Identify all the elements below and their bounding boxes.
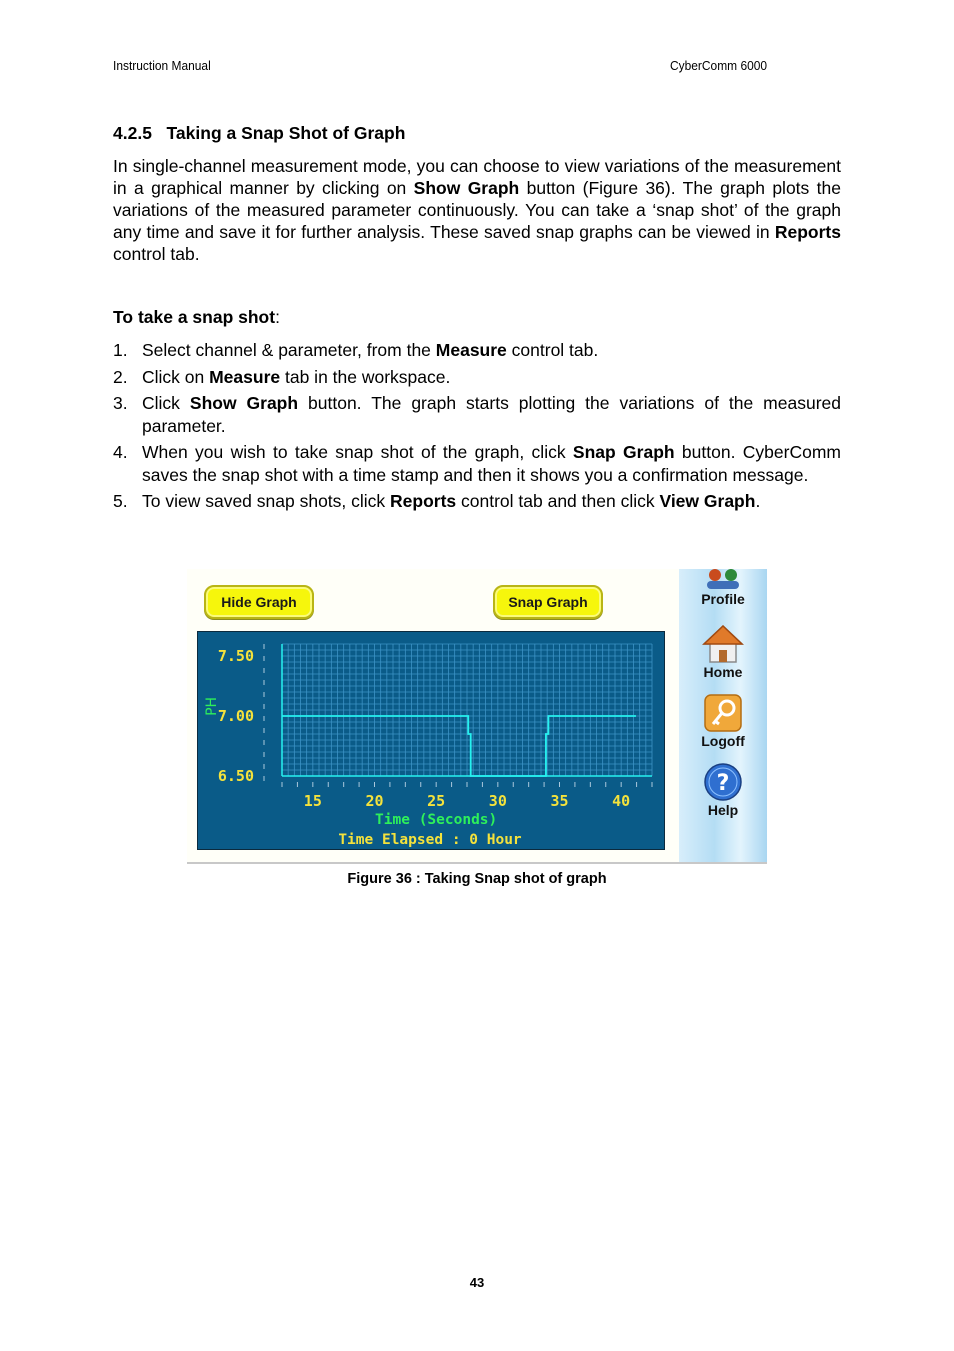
y-axis-label: PH: [204, 696, 220, 716]
sidebar-label-logoff: Logoff: [701, 733, 745, 749]
figure-screenshot: [187, 569, 767, 864]
header-right: CyberComm 6000: [670, 58, 768, 73]
page-number: 43: [469, 1275, 485, 1290]
sidebar-item-help[interactable]: [679, 762, 767, 818]
snap-graph-button[interactable]: Snap Graph: [493, 585, 603, 619]
step-number: 4.: [113, 442, 128, 462]
step-text: When you wish to take snap shot of the graph, click Snap Graph button. CyberComm saves the snap shot with a time stamp and then it shows you a confirmation message.: [142, 442, 841, 485]
hide-graph-button[interactable]: Hide Graph: [204, 585, 314, 619]
steps-list: [113, 339, 841, 517]
key-icon: [703, 693, 743, 733]
step-number: 5.: [113, 491, 128, 511]
section-title-text: Taking a Snap Shot of Graph: [166, 123, 406, 143]
section-number: 4.2.5: [113, 123, 152, 143]
sidebar-item-home[interactable]: [679, 624, 767, 680]
step-text: Select channel & parameter, from the Measure control tab.: [142, 340, 599, 360]
intro-paragraph: In single-channel measurement mode, you can choose to view variations of the measurement in a graphical manner by clicking on Show Graph button (Figure 36). The graph plots the variations of the measured parameter continuously. You can take a ‘snap shot’ of the graph any time and save it for further analysis. These saved snap graphs can be viewed in Reports control tab.: [113, 156, 841, 264]
step-text: Click on Measure tab in the workspace.: [142, 366, 451, 387]
step-item: [113, 339, 841, 362]
y-tick-label: 7.50: [217, 647, 254, 665]
step-item: [113, 490, 841, 513]
sidebar-label-help: Help: [707, 802, 739, 818]
step-item: [113, 366, 841, 389]
profile-icon: [703, 569, 743, 591]
x-tick-label: 25: [427, 792, 446, 810]
step-text: To view saved snap shots, click Reports control tab and then click View Graph.: [142, 491, 761, 511]
section-title: [113, 123, 405, 144]
sidebar-label-profile: Profile: [701, 591, 745, 607]
sidebar-item-logoff[interactable]: [679, 693, 767, 749]
figure-caption: Figure 36 : Taking Snap shot of graph: [347, 871, 607, 887]
x-tick-label: 40: [612, 792, 631, 810]
header-left: Instruction Manual: [113, 58, 211, 73]
step-number: 3.: [113, 393, 128, 413]
x-tick-label: 15: [303, 792, 322, 810]
ph-graph: [197, 631, 665, 850]
x-tick-label: 20: [365, 792, 384, 810]
step-number: 1.: [113, 340, 128, 360]
subheading: [113, 307, 280, 328]
step-item: [113, 441, 841, 486]
time-elapsed-label: Time Elapsed : 0 Hour: [338, 832, 522, 848]
step-number: 2.: [113, 366, 128, 387]
x-tick-label: 35: [550, 792, 569, 810]
step-item: [113, 392, 841, 437]
x-axis-label: Time (Seconds): [375, 812, 498, 828]
y-tick-label: 7.00: [217, 707, 254, 725]
subheading-colon: :: [275, 307, 280, 327]
ph-graph-svg: [198, 632, 664, 849]
subheading-text: To take a snap shot: [113, 307, 276, 327]
x-tick-label: 30: [488, 792, 507, 810]
home-icon: [702, 624, 744, 664]
sidebar: [679, 569, 767, 862]
sidebar-label-home: Home: [703, 664, 743, 680]
step-text: Click Show Graph button. The graph starts plotting the variations of the measured parameter.: [142, 393, 842, 436]
svg-text:?: ?: [716, 771, 730, 796]
sidebar-item-profile[interactable]: [679, 569, 767, 607]
y-tick-label: 6.50: [217, 767, 254, 785]
help-icon: [703, 762, 743, 802]
